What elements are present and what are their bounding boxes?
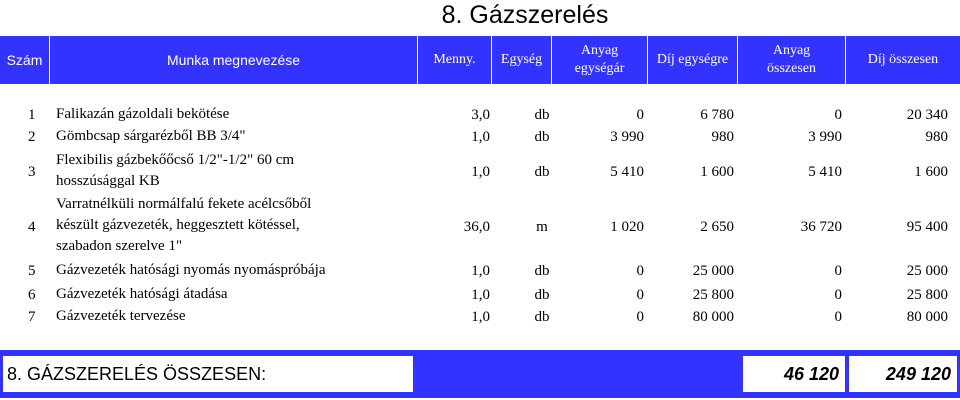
header-dij-egysegre: Díj egységre xyxy=(648,36,738,84)
summary-bar xyxy=(0,350,960,398)
header-egyseg: Egység xyxy=(492,36,552,84)
row-number: 3 xyxy=(28,163,36,180)
header-dij-osszesen: Díj összesen xyxy=(846,36,960,84)
row-quantity: 3,0 xyxy=(471,106,490,123)
table-row xyxy=(0,150,960,194)
table-row xyxy=(0,194,960,260)
table-row xyxy=(0,306,960,328)
row-description-line: szabadon szerelve 1" xyxy=(56,238,183,254)
header-anyag-osszesen xyxy=(738,36,846,84)
header-anyag-egysegar xyxy=(552,36,648,84)
row-unit: db xyxy=(534,128,550,145)
header-anyag-egysegar-line1: Anyag xyxy=(580,43,619,58)
row-fee-per-unit: 25 000 xyxy=(692,262,734,279)
table-row xyxy=(0,126,960,148)
row-unit: db xyxy=(534,286,550,303)
row-unit: db xyxy=(534,308,550,325)
row-fee-total: 95 400 xyxy=(906,218,948,235)
row-number: 6 xyxy=(28,286,36,303)
row-material-total: 3 990 xyxy=(808,128,842,145)
row-description-line: Gömbcsap sárgarézből BB 3/4" xyxy=(56,128,246,144)
row-unit: db xyxy=(534,163,550,180)
row-material-total: 5 410 xyxy=(808,163,842,180)
row-description-line: hosszúsággal KB xyxy=(56,173,160,189)
row-material-total: 0 xyxy=(834,262,842,279)
row-number: 1 xyxy=(28,106,36,123)
row-fee-total: 980 xyxy=(925,128,948,145)
row-fee-total: 20 340 xyxy=(906,106,948,123)
row-fee-per-unit: 25 800 xyxy=(692,286,734,303)
header-menny: Menny. xyxy=(418,36,492,84)
row-description-line: Gázvezeték hatósági átadása xyxy=(56,286,228,302)
header-munka: Munka megnevezése xyxy=(50,36,418,84)
section-title: 8. Gázszerelés xyxy=(441,1,609,29)
row-description-line: Varratnélküli normálfalú fekete acélcsőből xyxy=(56,196,312,212)
header-anyag-egysegar-line2: egységár xyxy=(574,61,625,76)
row-fee-total: 25 000 xyxy=(906,262,948,279)
row-description-line: Gázvezeték hatósági nyomás nyomáspróbája xyxy=(56,262,326,278)
table-row xyxy=(0,260,960,282)
row-description-line: Gázvezeték tervezése xyxy=(56,308,186,324)
summary-dij-total: 249 120 xyxy=(849,356,957,392)
row-quantity: 1,0 xyxy=(471,286,490,303)
row-quantity: 1,0 xyxy=(471,163,490,180)
row-number: 2 xyxy=(28,128,36,145)
row-number: 4 xyxy=(28,218,36,235)
row-material-unit-price: 0 xyxy=(636,262,644,279)
row-material-total: 0 xyxy=(834,106,842,123)
row-unit: db xyxy=(534,106,550,123)
row-description-line: Flexibilis gázbekőőcső 1/2"-1/2" 60 cm xyxy=(56,152,295,168)
row-fee-per-unit: 1 600 xyxy=(700,163,734,180)
row-fee-per-unit: 980 xyxy=(711,128,734,145)
summary-label: 8. GÁZSZERELÉS ÖSSZESEN: xyxy=(3,356,413,392)
header-anyag-osszesen-line1: Anyag xyxy=(772,43,811,58)
header-anyag-osszesen-line2: összesen xyxy=(767,61,816,76)
row-quantity: 1,0 xyxy=(471,128,490,145)
row-description-line: készült gázvezeték, heggesztett kötéssel, xyxy=(56,217,300,233)
row-fee-per-unit: 2 650 xyxy=(700,218,734,235)
row-unit: db xyxy=(534,262,550,279)
row-number: 7 xyxy=(28,308,36,325)
row-fee-total: 80 000 xyxy=(906,308,948,325)
row-material-total: 0 xyxy=(834,308,842,325)
row-material-unit-price: 0 xyxy=(636,308,644,325)
row-unit: m xyxy=(536,218,548,235)
row-fee-per-unit: 6 780 xyxy=(700,106,734,123)
row-fee-per-unit: 80 000 xyxy=(692,308,734,325)
row-number: 5 xyxy=(28,262,36,279)
row-quantity: 1,0 xyxy=(471,308,490,325)
row-quantity: 1,0 xyxy=(471,262,490,279)
row-quantity: 36,0 xyxy=(463,218,490,235)
table-row xyxy=(0,284,960,306)
row-material-unit-price: 3 990 xyxy=(610,128,644,145)
row-material-total: 36 720 xyxy=(800,218,842,235)
row-material-unit-price: 1 020 xyxy=(610,218,644,235)
row-description-line: Falikazán gázoldali bekötése xyxy=(56,106,230,122)
header-szam: Szám xyxy=(0,36,50,84)
row-fee-total: 25 800 xyxy=(906,286,948,303)
row-material-unit-price: 0 xyxy=(636,286,644,303)
row-material-unit-price: 0 xyxy=(636,106,644,123)
row-material-unit-price: 5 410 xyxy=(610,163,644,180)
row-material-total: 0 xyxy=(834,286,842,303)
row-fee-total: 1 600 xyxy=(914,163,948,180)
table-row xyxy=(0,104,960,126)
summary-anyag-total: 46 120 xyxy=(743,356,845,392)
